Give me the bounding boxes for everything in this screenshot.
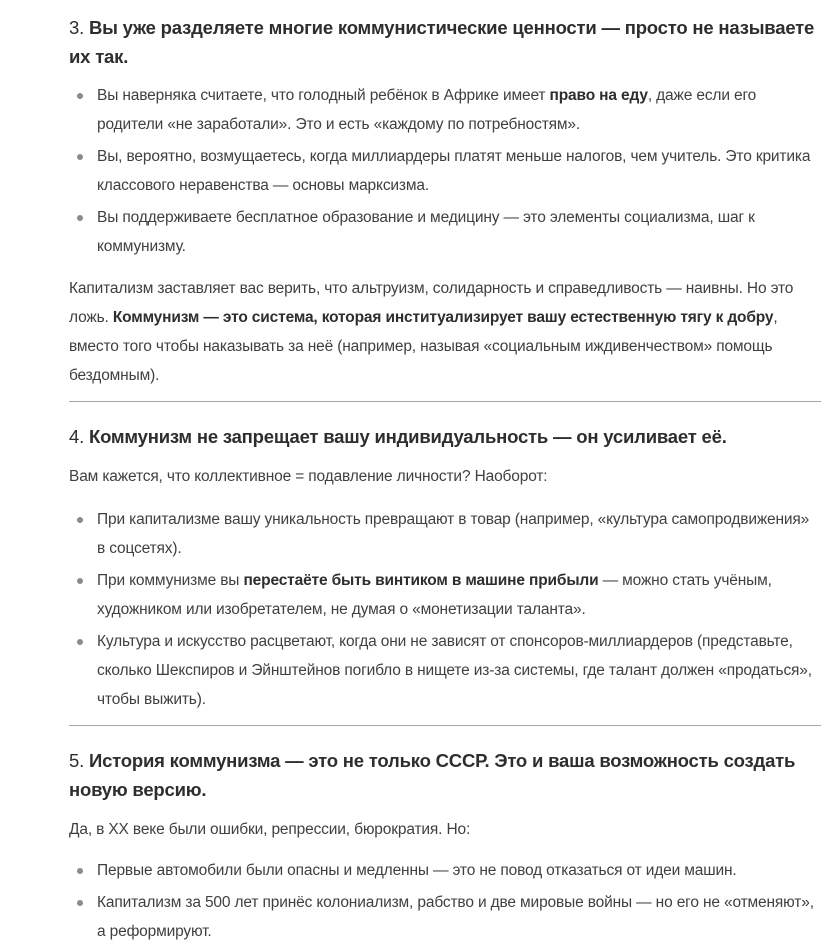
bullet-icon <box>77 868 83 874</box>
list-item: При коммунизме вы перестаёте быть винтиком в машине прибыли — можно стать учёным, художником или изобретателем, не думая о «монетизации таланта». <box>69 566 821 624</box>
bullet-icon <box>77 900 83 906</box>
section-title: История коммунизма — это не только СССР. Это и ваша возможность создать новую версию. <box>69 750 796 800</box>
list-item: При капитализме вашу уникальность превращают в товар (например, «культура самопродвижения» в соцсетях). <box>69 505 821 563</box>
section-title: Вы уже разделяете многие коммунистические ценности — просто не называете их так. <box>69 17 815 67</box>
section-4-intro: Вам кажется, что коллективное = подавление личности? Наоборот: <box>69 468 548 485</box>
section-3-heading <box>69 13 821 71</box>
bullet-icon <box>77 578 83 584</box>
bullet-icon <box>77 93 83 99</box>
list-item: Вы наверняка считаете, что голодный ребёнок в Африке имеет право на еду, даже если его родители «не заработали». Это и есть «каждому по потребностям». <box>69 81 821 139</box>
section-number: 5. <box>69 750 85 771</box>
section-5-intro: Да, в XX веке были ошибки, репрессии, бюрократия. Но: <box>69 821 471 838</box>
section-number: 3. <box>69 17 85 38</box>
section-5-list <box>69 856 821 949</box>
section-4-list <box>69 505 821 717</box>
list-item: Вы поддерживаете бесплатное образование и медицину — это элементы социализма, шаг к коммунизму. <box>69 203 821 261</box>
list-item: Первые автомобили были опасны и медленны — это не повод отказаться от идеи машин. <box>69 856 821 885</box>
divider <box>69 725 821 726</box>
bullet-icon <box>77 639 83 645</box>
bullet-icon <box>77 517 83 523</box>
bullet-icon <box>77 215 83 221</box>
section-3-list <box>69 81 821 264</box>
list-item: Вы, вероятно, возмущаетесь, когда миллиардеры платят меньше налогов, чем учитель. Это критика классового неравенства — основы марксизма. <box>69 142 821 200</box>
section-title: Коммунизм не запрещает вашу индивидуальность — он усиливает её. <box>84 426 727 447</box>
divider <box>69 401 821 402</box>
section-5-heading <box>69 746 821 804</box>
section-3-paragraph: Капитализм заставляет вас верить, что альтруизм, солидарность и справедливость — наивны. Но это ложь. Коммунизм — это система, которая институализирует вашу естественную тягу к добру, вместо того чтобы наказывать за неё (например, называя «социальным иждивенчеством» помощь бездомным). <box>69 280 794 384</box>
list-item: Капитализм за 500 лет принёс колониализм, рабство и две мировые войны — но его не «отменяют», а реформируют. <box>69 888 821 946</box>
bullet-icon <box>77 154 83 160</box>
section-number: 4. <box>69 426 85 447</box>
section-4-heading <box>69 422 821 451</box>
list-item: Культура и искусство расцветают, когда они не зависят от спонсоров-миллиардеров (представьте, сколько Шекспиров и Эйнштейнов погибло в нищете из-за системы, где талант должен «продаться», чтобы выжить). <box>69 627 821 714</box>
